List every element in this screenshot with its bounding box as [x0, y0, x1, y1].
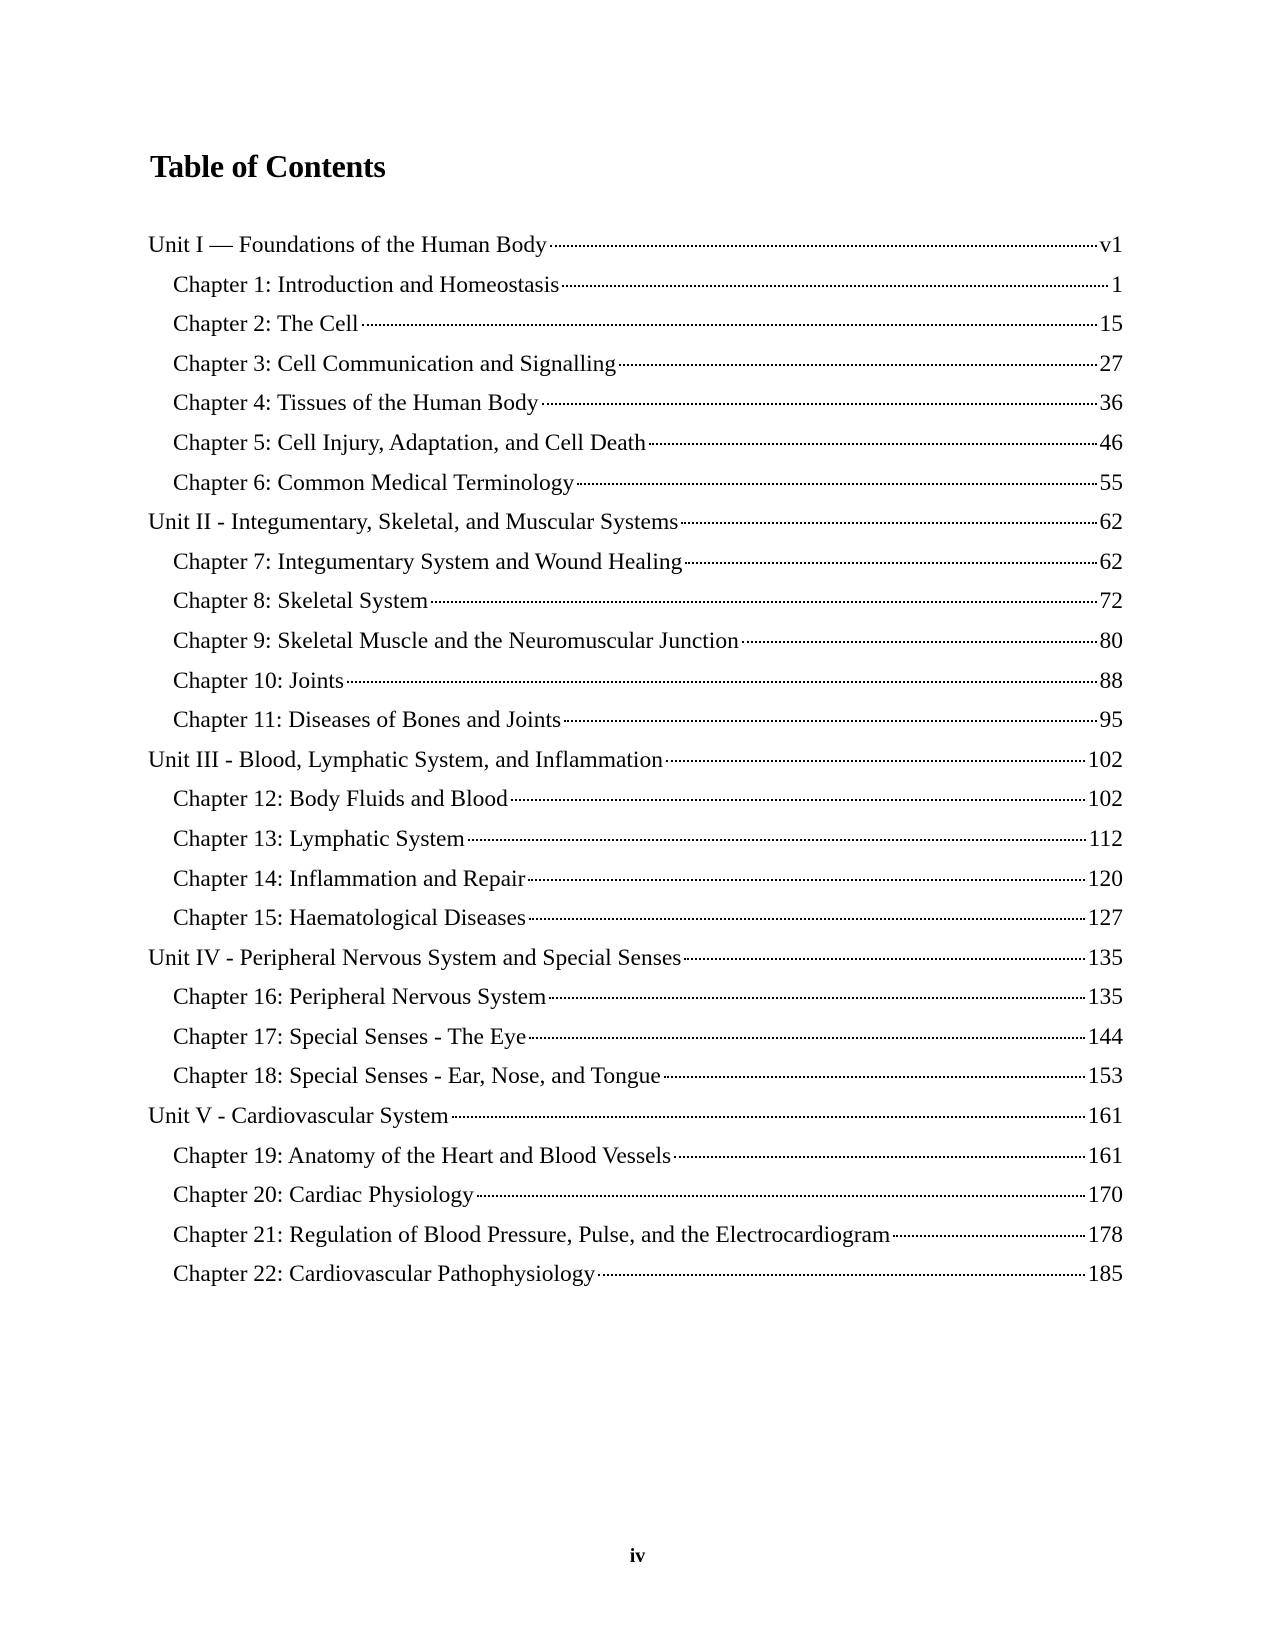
page-title: Table of Contents: [150, 148, 386, 184]
toc-entry-page-number: 144: [1087, 1023, 1123, 1050]
toc-entry-page-number: 36: [1099, 390, 1123, 417]
toc-chapter-entry[interactable]: [148, 1057, 1123, 1097]
toc-dot-leader: [684, 958, 1084, 960]
toc-entry-page-number: 46: [1099, 429, 1123, 456]
toc-dot-leader: [674, 1156, 1085, 1158]
toc-dot-leader: [431, 601, 1096, 603]
toc-chapter-entry[interactable]: [148, 1018, 1123, 1058]
toc-entry-title: Unit III - Blood, Lymphatic System, and Inflammation: [148, 746, 663, 773]
toc-entry-page-number: 15: [1099, 311, 1123, 338]
toc-chapter-entry[interactable]: [148, 1255, 1123, 1295]
toc-entry-page-number: v1: [1099, 232, 1123, 258]
toc-entry-page-number: 88: [1099, 667, 1123, 694]
toc-chapter-entry[interactable]: [148, 543, 1123, 583]
toc-chapter-entry[interactable]: [148, 1216, 1123, 1256]
toc-entry-title: Chapter 1: Introduction and Homeostasis: [173, 271, 560, 298]
toc-entry-page-number: 161: [1087, 1142, 1123, 1169]
toc-dot-leader: [529, 1037, 1084, 1039]
toc-entry-title: Chapter 13: Lymphatic System: [173, 825, 465, 852]
toc-entry-title: Chapter 20: Cardiac Physiology: [173, 1182, 474, 1209]
toc-chapter-entry[interactable]: [148, 820, 1123, 860]
toc-entry-title: Chapter 11: Diseases of Bones and Joints: [173, 707, 562, 734]
toc-entry-title: Chapter 2: The Cell: [173, 311, 359, 338]
toc-dot-leader: [362, 324, 1097, 326]
toc-entry-title: Chapter 16: Peripheral Nervous System: [173, 984, 547, 1011]
toc-dot-leader: [598, 1274, 1084, 1276]
toc-entry-title: Chapter 7: Integumentary System and Wound Healing: [173, 548, 683, 575]
toc-entry-page-number: 112: [1088, 825, 1123, 852]
toc-unit-entry[interactable]: [148, 939, 1123, 979]
toc-dot-leader: [649, 443, 1097, 445]
toc-entry-page-number: 27: [1099, 350, 1123, 377]
toc-dot-leader: [619, 364, 1096, 366]
toc-entry-page-number: 62: [1099, 509, 1123, 536]
toc-entry-page-number: 102: [1087, 786, 1123, 813]
toc-dot-leader: [452, 1116, 1085, 1118]
toc-dot-leader: [685, 562, 1096, 564]
toc-chapter-entry[interactable]: [148, 899, 1123, 939]
toc-entry-page-number: 127: [1087, 905, 1123, 932]
toc-entry-title: Chapter 12: Body Fluids and Blood: [173, 786, 508, 813]
toc-dot-leader: [529, 918, 1085, 920]
toc-chapter-entry[interactable]: [148, 780, 1123, 820]
toc-chapter-entry[interactable]: [148, 860, 1123, 900]
table-of-contents: [148, 226, 1123, 1295]
toc-entry-title: Chapter 19: Anatomy of the Heart and Blood Vessels: [173, 1142, 672, 1169]
toc-unit-entry[interactable]: [148, 503, 1123, 543]
toc-entry-title: Chapter 10: Joints: [173, 667, 345, 694]
toc-entry-page-number: 72: [1099, 588, 1123, 615]
toc-chapter-entry[interactable]: [148, 582, 1123, 622]
toc-entry-page-number: 185: [1087, 1261, 1123, 1288]
toc-entry-page-number: 153: [1087, 1063, 1123, 1090]
toc-chapter-entry[interactable]: [148, 701, 1123, 741]
toc-chapter-entry[interactable]: [148, 464, 1123, 504]
toc-entry-page-number: 80: [1099, 627, 1123, 654]
toc-entry-title: Chapter 15: Haematological Diseases: [173, 905, 527, 932]
toc-entry-page-number: 55: [1099, 469, 1123, 496]
toc-entry-title: Unit V - Cardiovascular System: [148, 1103, 449, 1130]
toc-entry-page-number: 170: [1087, 1182, 1123, 1209]
toc-chapter-entry[interactable]: [148, 978, 1123, 1018]
toc-entry-page-number: 95: [1099, 707, 1123, 734]
toc-entry-title: Chapter 18: Special Senses - Ear, Nose, and Tongue: [173, 1063, 661, 1090]
toc-chapter-entry[interactable]: [148, 1137, 1123, 1177]
toc-entry-page-number: 102: [1087, 746, 1123, 773]
toc-entry-title: Chapter 21: Regulation of Blood Pressure, Pulse, and the Electrocardiogram: [173, 1221, 891, 1248]
toc-dot-leader: [511, 799, 1085, 801]
toc-dot-leader: [477, 1195, 1085, 1197]
toc-dot-leader: [549, 997, 1084, 999]
toc-dot-leader: [528, 879, 1084, 881]
toc-dot-leader: [666, 760, 1085, 762]
toc-dot-leader: [742, 641, 1097, 643]
toc-entry-title: Chapter 5: Cell Injury, Adaptation, and Cell Death: [173, 429, 646, 456]
toc-chapter-entry[interactable]: [148, 622, 1123, 662]
toc-entry-title: Chapter 4: Tissues of the Human Body: [173, 390, 539, 417]
toc-entry-title: Chapter 17: Special Senses - The Eye: [173, 1023, 527, 1050]
toc-entry-title: Chapter 9: Skeletal Muscle and the Neuromuscular Junction: [173, 627, 739, 654]
toc-dot-leader: [577, 483, 1096, 485]
toc-chapter-entry[interactable]: [148, 662, 1123, 702]
toc-dot-leader: [562, 285, 1108, 287]
toc-entry-title: Unit IV - Peripheral Nervous System and Special Senses: [148, 944, 682, 971]
toc-dot-leader: [564, 720, 1096, 722]
toc-entry-title: Chapter 22: Cardiovascular Pathophysiology: [173, 1261, 596, 1288]
page-number: iv: [629, 1545, 646, 1567]
toc-dot-leader: [681, 522, 1096, 524]
toc-dot-leader: [664, 1076, 1085, 1078]
toc-unit-entry[interactable]: [148, 1097, 1123, 1137]
toc-unit-entry[interactable]: [148, 226, 1123, 266]
toc-chapter-entry[interactable]: [148, 345, 1123, 385]
toc-entry-title: Unit I — Foundations of the Human Body: [148, 232, 547, 258]
toc-dot-leader: [542, 403, 1097, 405]
toc-entry-page-number: 135: [1087, 984, 1123, 1011]
toc-entry-title: Chapter 8: Skeletal System: [173, 588, 429, 615]
toc-dot-leader: [468, 839, 1086, 841]
toc-entry-title: Chapter 6: Common Medical Terminology: [173, 469, 575, 496]
toc-chapter-entry[interactable]: [148, 305, 1123, 345]
toc-entry-title: Chapter 14: Inflammation and Repair: [173, 865, 526, 892]
toc-entry-page-number: 62: [1099, 548, 1123, 575]
toc-unit-entry[interactable]: [148, 741, 1123, 781]
toc-entry-page-number: 161: [1087, 1103, 1123, 1130]
toc-dot-leader: [893, 1235, 1085, 1237]
toc-chapter-entry[interactable]: [148, 266, 1123, 306]
toc-chapter-entry[interactable]: [148, 1176, 1123, 1216]
toc-dot-leader: [347, 681, 1096, 683]
toc-entry-page-number: 1: [1111, 271, 1123, 298]
toc-chapter-entry[interactable]: [148, 424, 1123, 464]
toc-entry-page-number: 178: [1087, 1221, 1123, 1248]
toc-entry-title: Chapter 3: Cell Communication and Signalling: [173, 350, 617, 377]
toc-entry-page-number: 120: [1087, 865, 1123, 892]
toc-entry-page-number: 135: [1087, 944, 1123, 971]
toc-chapter-entry[interactable]: [148, 384, 1123, 424]
toc-dot-leader: [550, 245, 1097, 247]
toc-entry-title: Unit II - Integumentary, Skeletal, and Muscular Systems: [148, 509, 679, 536]
